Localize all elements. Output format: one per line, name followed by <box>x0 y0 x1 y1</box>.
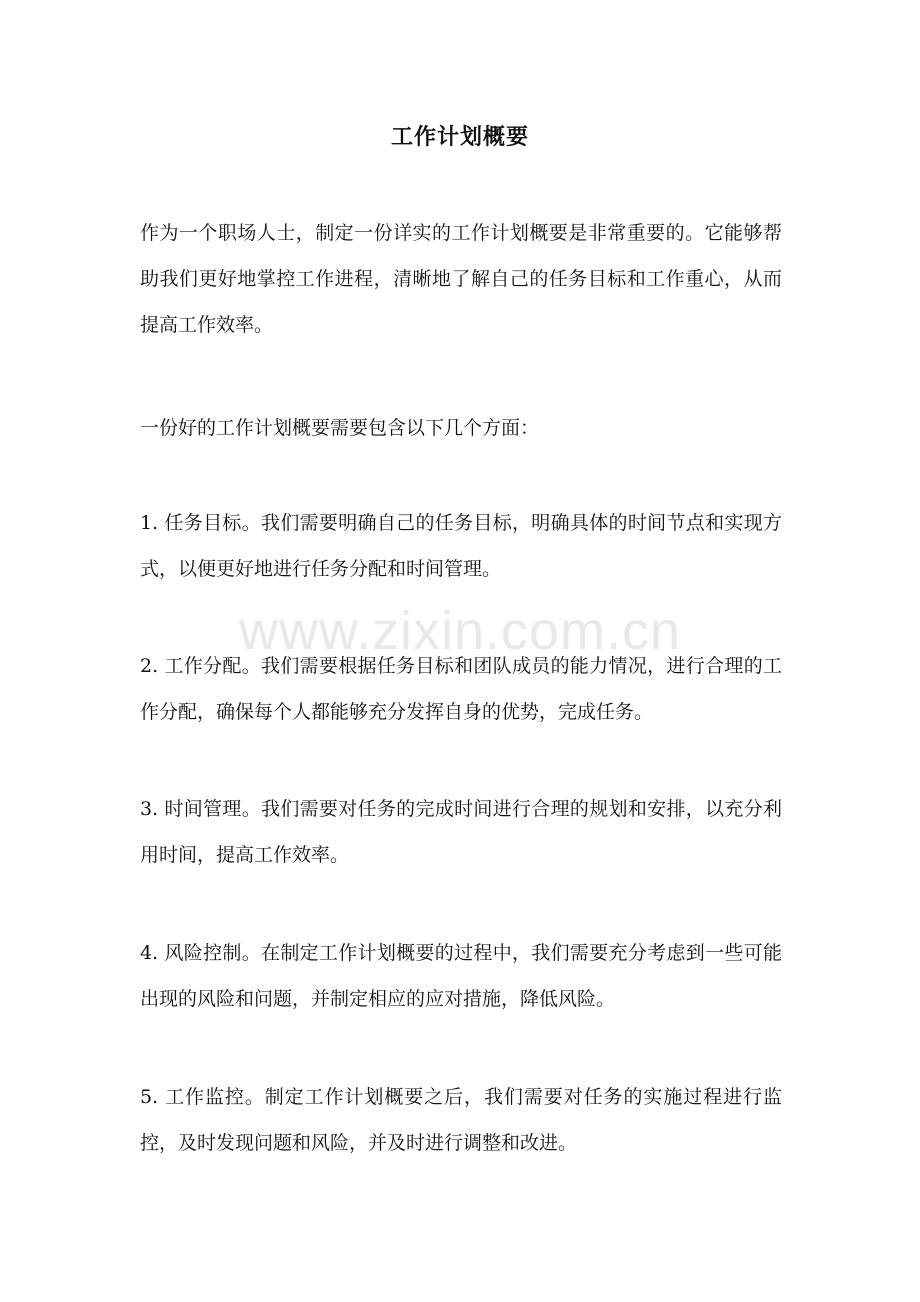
intro-paragraph: 作为一个职场人士，制定一份详实的工作计划概要是非常重要的。它能够帮助我们更好地掌控工作进程，清晰地了解自己的任务目标和工作重心，从而提高工作效率。 <box>140 222 782 336</box>
watermark: www.zixin.com.cn <box>238 601 682 661</box>
lead-paragraph: 一份好的工作计划概要需要包含以下几个方面： <box>140 417 540 439</box>
list-item-time-management: 3. 时间管理。我们需要对任务的完成时间进行合理的规划和安排，以充分利用时间，提高工作效率。 <box>140 798 782 866</box>
document-title: 工作计划概要 <box>390 124 529 150</box>
list-item-work-monitoring: 5. 工作监控。制定工作计划概要之后，我们需要对任务的实施过程进行监控，及时发现问题和风险，并及时进行调整和改进。 <box>140 1086 782 1154</box>
list-item-task-goals: 1. 任务目标。我们需要明确自己的任务目标，明确具体的时间节点和实现方式，以便更好地进行任务分配和时间管理。 <box>140 512 782 580</box>
list-item-work-allocation: 2. 工作分配。我们需要根据任务目标和团队成员的能力情况，进行合理的工作分配，确保每个人都能够充分发挥自身的优势，完成任务。 <box>140 655 782 723</box>
list-item-risk-control: 4. 风险控制。在制定工作计划概要的过程中，我们需要充分考虑到一些可能出现的风险和问题，并制定相应的应对措施，降低风险。 <box>140 942 782 1010</box>
